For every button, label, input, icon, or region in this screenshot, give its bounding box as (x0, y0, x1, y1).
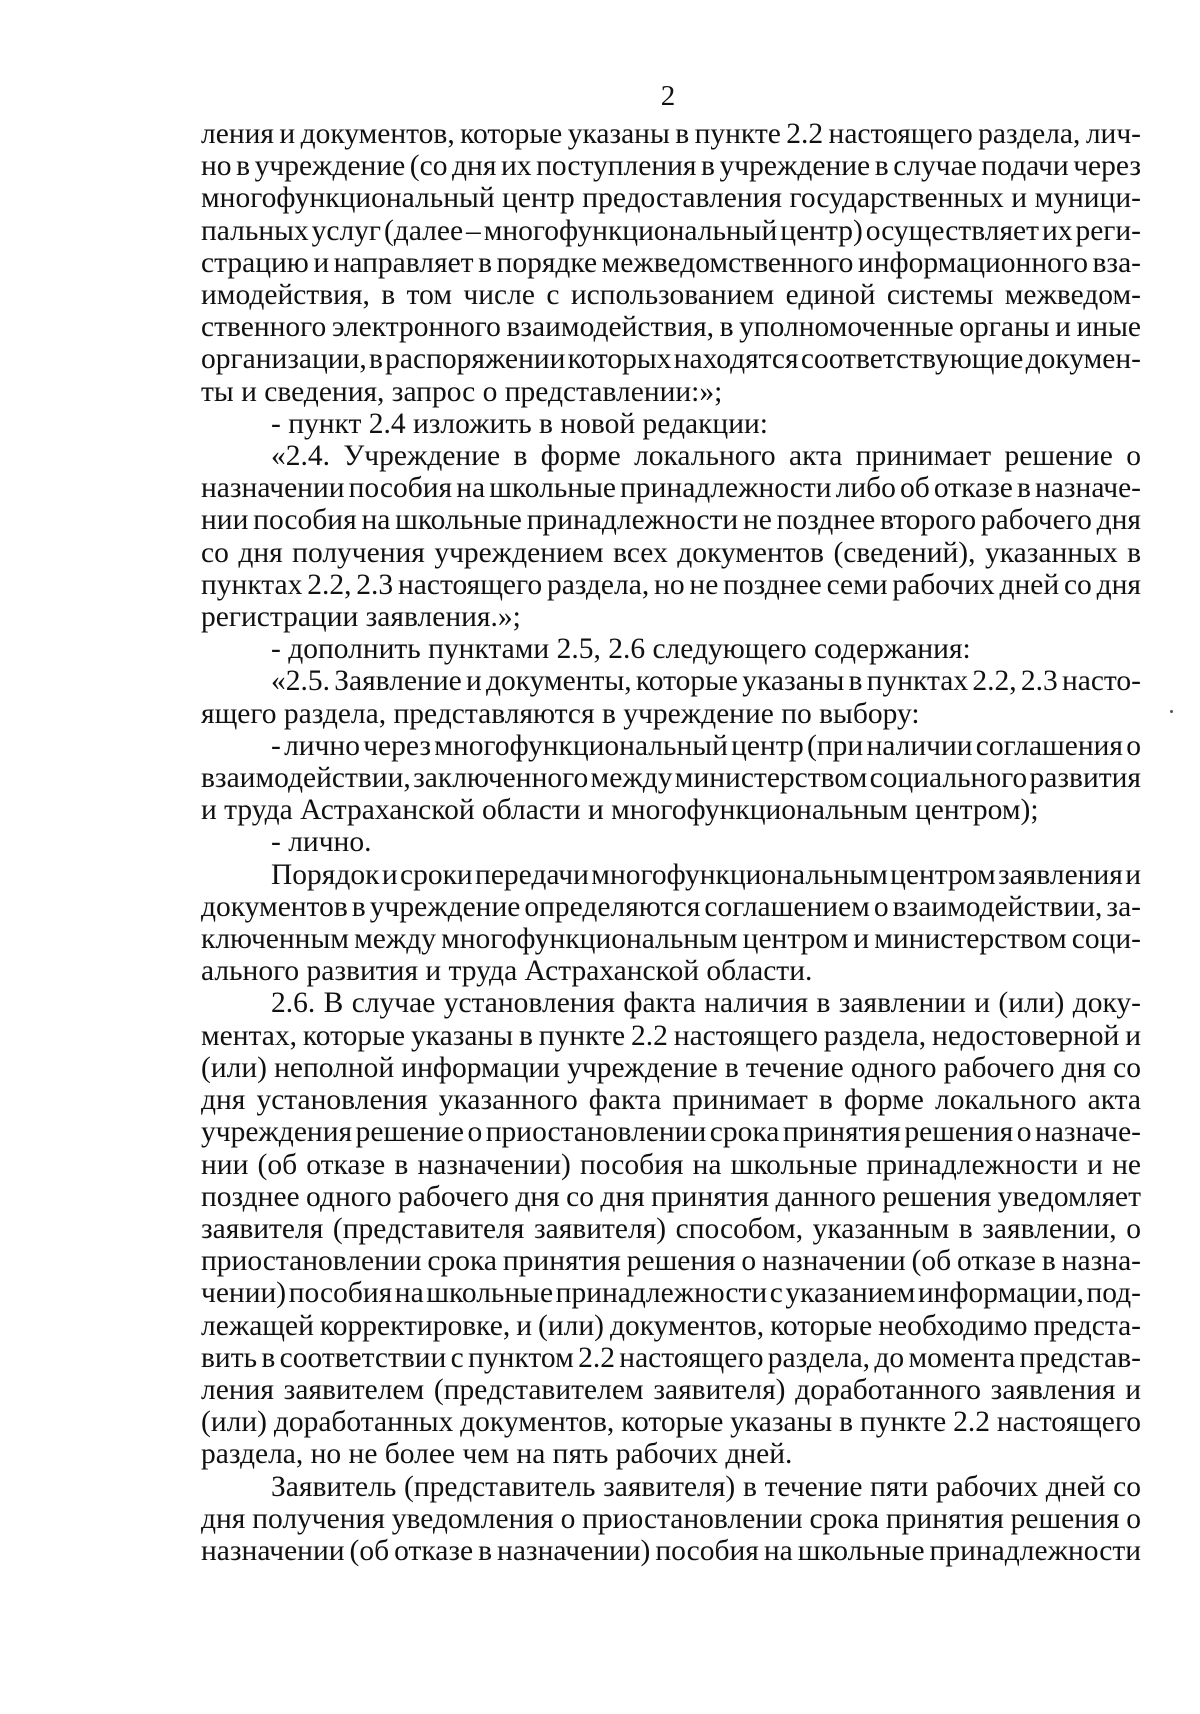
page-number: 2 (660, 80, 676, 112)
text-line: ального развития и труда Астраханской области. (201, 955, 813, 988)
text-line: ственного электронного взаимодействия, в уполномоченные органы и иные (201, 311, 1141, 344)
text-line: (или) доработанных документов, которые указаны в пункте 2.2 настоящего (201, 1406, 1141, 1439)
text-line: но в учреждение (со дня их поступления в учреждение в случае подачи через (201, 150, 1141, 183)
text-line: - дополнить пунктами 2.5, 2.6 следующего содержания: (271, 633, 971, 666)
text-line: лежащей корректировке, и (или) документов, которые необходимо предста- (201, 1309, 1141, 1342)
text-line: со дня получения учреждением всех документов (сведений), указанных в (201, 536, 1141, 569)
text-line: учреждения решение о приостановлении срока принятия решения о назначе- (201, 1116, 1141, 1149)
text-line: - лично. (271, 826, 372, 859)
text-line: раздела, но не более чем на пять рабочих дней. (201, 1438, 793, 1471)
text-line: многофункциональный центр предоставления государственных и муници- (201, 182, 1141, 215)
text-line: ты и сведения, запрос о представлении:»; (201, 375, 723, 408)
text-line: Порядок и сроки передачи многофункциональным центром заявления и (271, 858, 1141, 891)
text-line: «2.4. Учреждение в форме локального акта принимает решение о (271, 440, 1141, 473)
text-line: - лично через многофункциональный центр (при наличии соглашения о (271, 729, 1141, 762)
text-line: дня установления указанного факта принимает в форме локального акта (201, 1084, 1141, 1117)
text-line: (или) неполной информации учреждение в течение одного рабочего дня со (201, 1051, 1141, 1084)
text-line: 2.6. В случае установления факта наличия в заявлении и (или) доку- (271, 987, 1141, 1020)
text-line: пальных услуг (далее – многофункциональный центр) осуществляет их реги- (201, 214, 1141, 247)
text-line: ментах, которые указаны в пункте 2.2 настоящего раздела, недостоверной и (201, 1019, 1141, 1052)
text-line: ления и документов, которые указаны в пункте 2.2 настоящего раздела, лич- (201, 118, 1141, 150)
text-line: заявителя (представителя заявителя) способом, указанным в заявлении, о (201, 1212, 1141, 1245)
text-line: нии пособия на школьные принадлежности не позднее второго рабочего дня (201, 504, 1141, 537)
text-line: организации, в распоряжении которых находятся соответствующие докумен- (201, 343, 1141, 376)
text-line: регистрации заявления.»; (201, 601, 521, 634)
text-line: дня получения уведомления о приостановлении срока принятия решения о (201, 1502, 1141, 1535)
text-line: вить в соответствии с пунктом 2.2 настоящего раздела, до момента представ- (201, 1341, 1141, 1374)
text-line: взаимодействии, заключенного между министерством социального развития (201, 762, 1141, 795)
text-line: приостановлении срока принятия решения о назначении (об отказе в назна- (201, 1245, 1141, 1278)
text-line: чении) пособия на школьные принадлежности с указанием информации, под- (201, 1277, 1141, 1310)
text-line: «2.5. Заявление и документы, которые указаны в пунктах 2.2, 2.3 насто- (271, 665, 1141, 698)
text-line: Заявитель (представитель заявителя) в течение пяти рабочих дней со (271, 1470, 1141, 1503)
scan-speck (1170, 710, 1173, 713)
text-line: ящего раздела, представляются в учреждение по выбору: (201, 697, 920, 730)
text-line: страцию и направляет в порядке межведомственного информационного вза- (201, 246, 1141, 279)
text-line: документов в учреждение определяются соглашением о взаимодействии, за- (201, 890, 1141, 923)
text-line: назначении (об отказе в назначении) пособия на школьные принадлежности (201, 1534, 1141, 1567)
text-line: - пункт 2.4 изложить в новой редакции: (271, 407, 768, 440)
text-line: пунктах 2.2, 2.3 настоящего раздела, но не позднее семи рабочих дней со дня (201, 568, 1141, 601)
text-line: назначении пособия на школьные принадлежности либо об отказе в назначе- (201, 472, 1141, 505)
text-line: ключенным между многофункциональным центром и министерством соци- (201, 923, 1141, 956)
text-line: позднее одного рабочего дня со дня принятия данного решения уведомляет (201, 1180, 1141, 1213)
text-line: нии (об отказе в назначении) пособия на школьные принадлежности и не (201, 1148, 1141, 1181)
text-line: ления заявителем (представителем заявителя) доработанного заявления и (201, 1373, 1141, 1406)
document-body (201, 118, 1141, 1567)
text-line: и труда Астраханской области и многофункциональным центром); (201, 794, 1039, 827)
text-line: имодействия, в том числе с использованием единой системы межведом- (201, 279, 1141, 312)
